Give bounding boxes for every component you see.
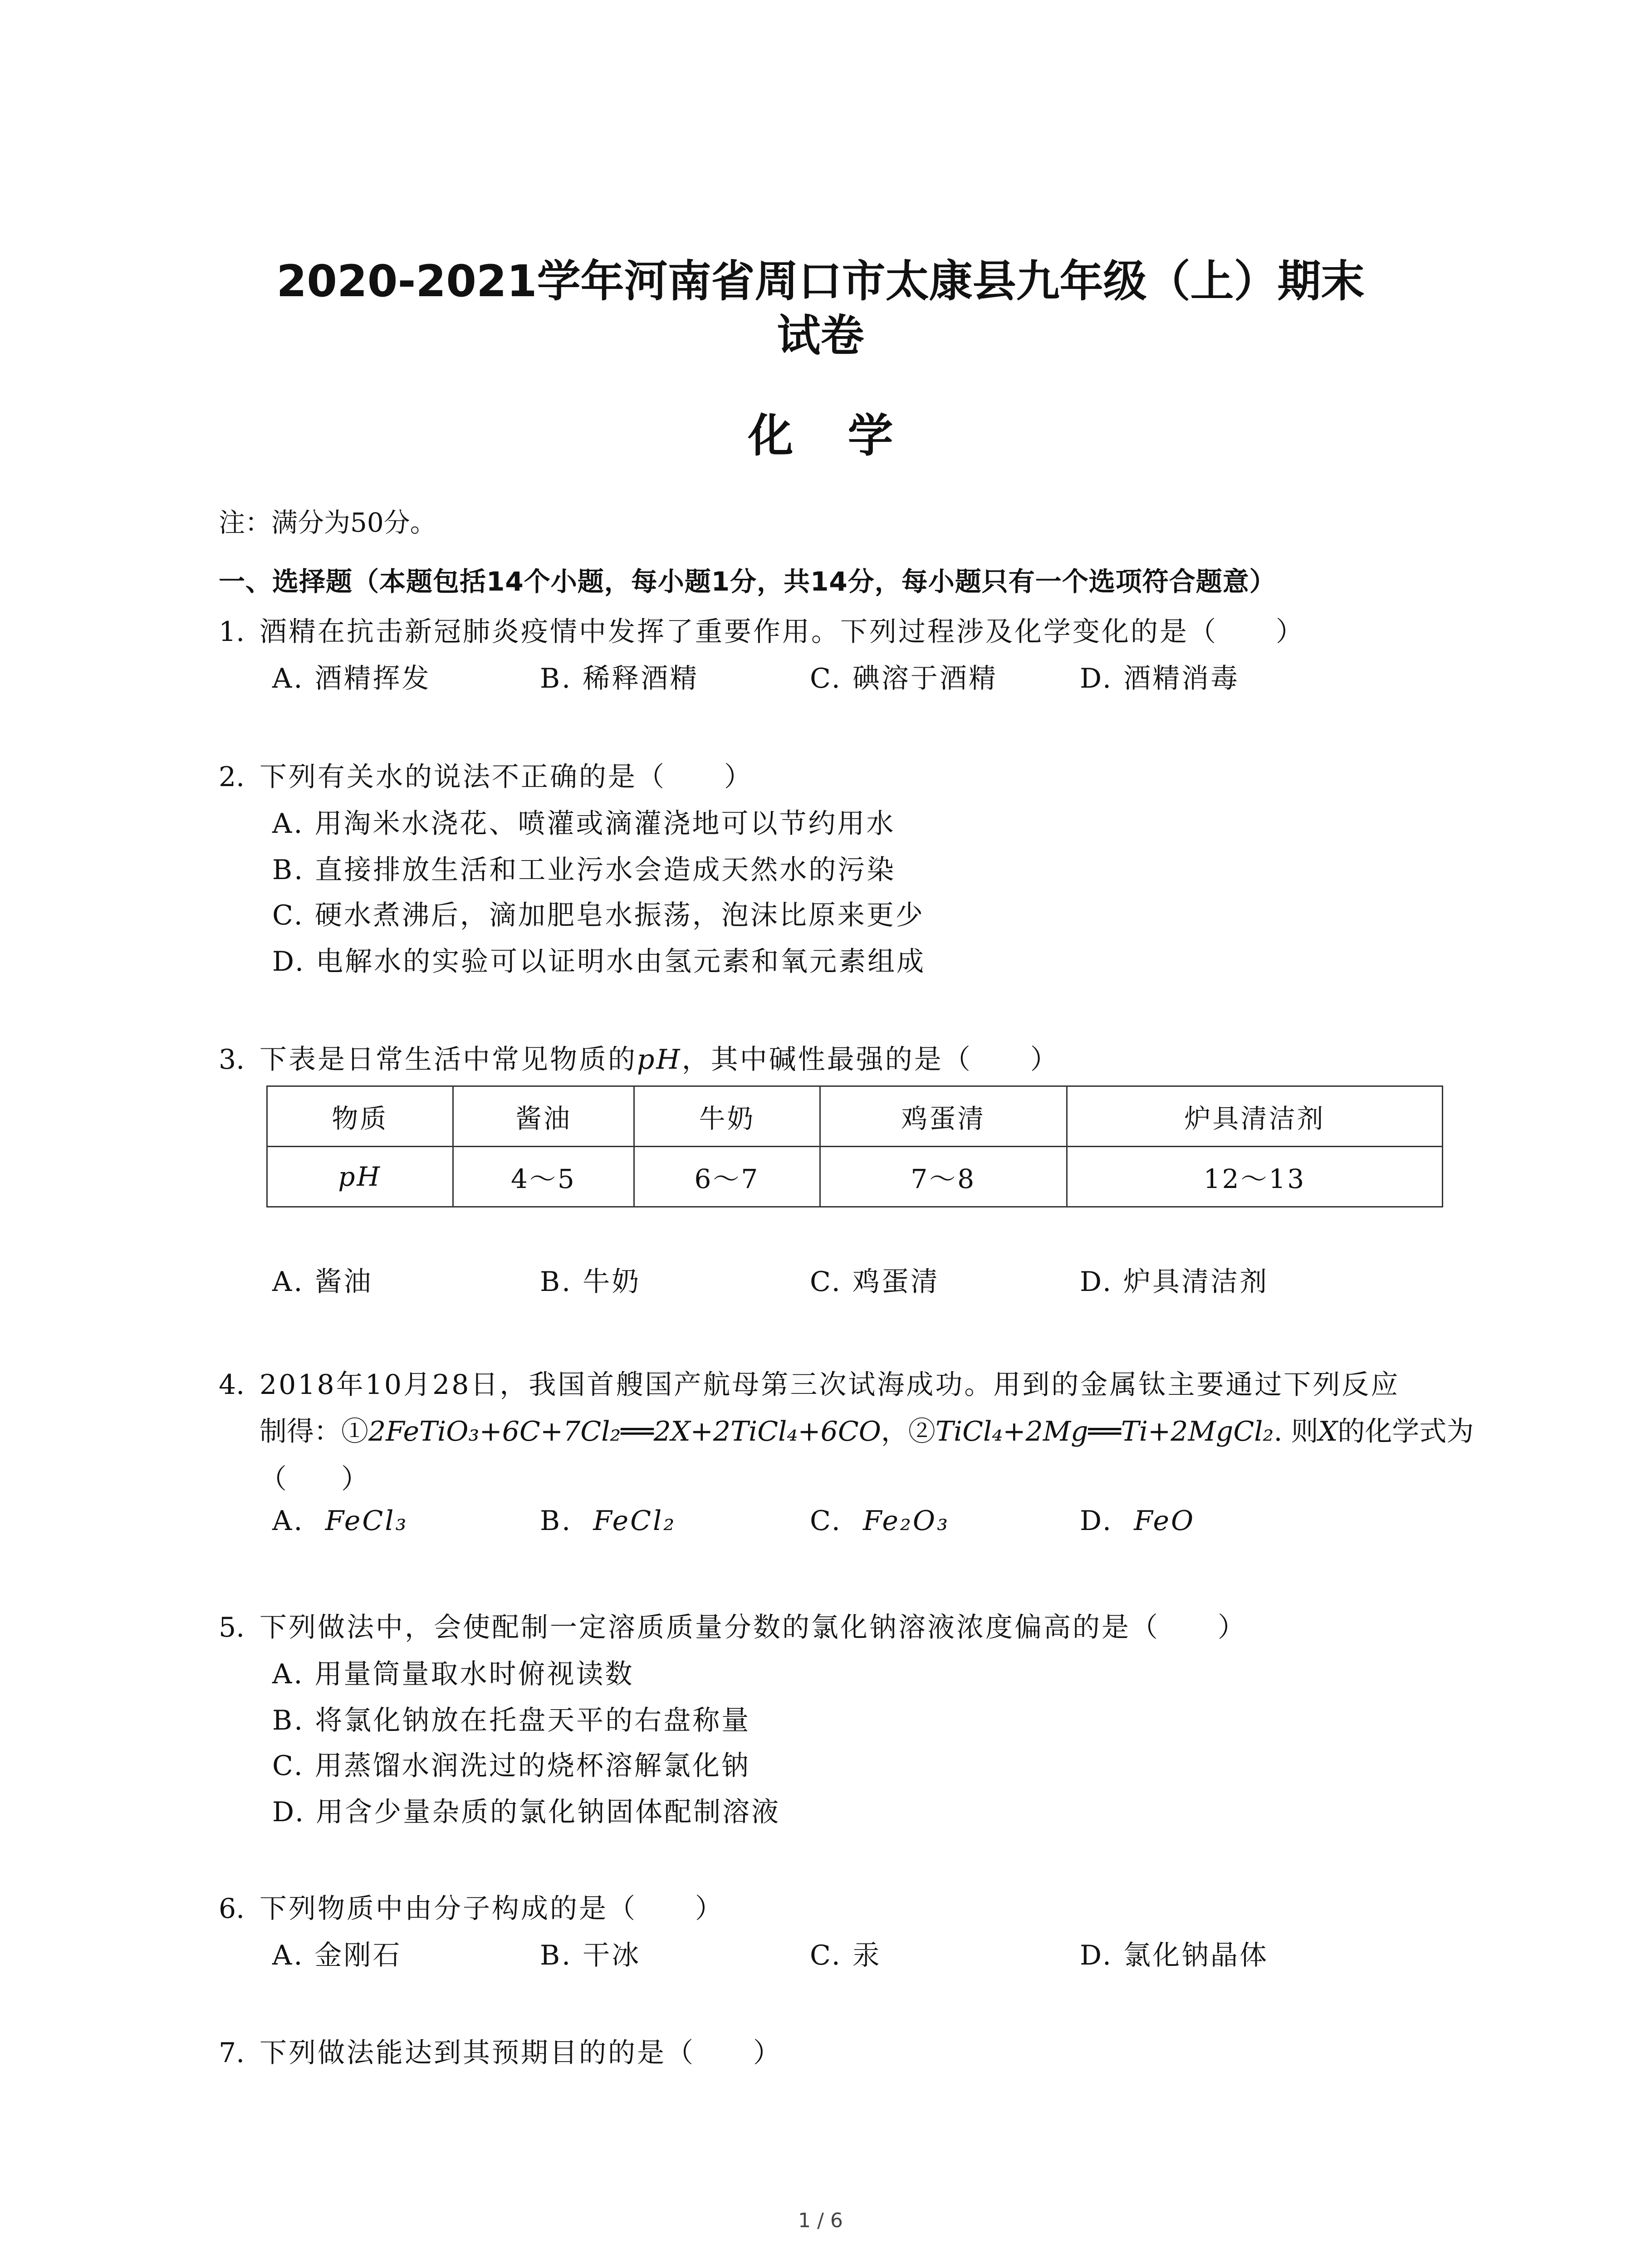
option-d: D. 电解水的实验可以证明水由氢元素和氧元素组成 <box>272 946 926 978</box>
table-row-label: pH <box>267 1147 453 1207</box>
option-a: A. 金刚石 <box>272 1940 402 1971</box>
option-b: B. 干冰 <box>540 1940 641 1971</box>
question-number: 3. <box>219 1044 245 1075</box>
question-stem: 下列做法中，会使配制一定溶质质量分数的氯化钠溶液浓度偏高的是（ ） <box>260 1612 1247 1643</box>
question-4 <box>219 1363 1400 1402</box>
question-1 <box>219 610 1305 649</box>
question-6 <box>219 1887 724 1926</box>
option-b: B. 牛奶 <box>540 1266 641 1298</box>
table-header-row <box>267 1086 1443 1147</box>
question-number: 5. <box>219 1612 245 1643</box>
option-d: D. 酒精消毒 <box>1080 663 1240 694</box>
question-number: 1. <box>219 616 245 648</box>
option-d: D. 炉具清洁剂 <box>1080 1266 1269 1298</box>
table-cell: 7～8 <box>820 1147 1067 1207</box>
unknown-x: X <box>1318 1416 1338 1447</box>
table-header-cell: 炉具清洁剂 <box>1067 1086 1442 1147</box>
question-7 <box>219 2031 782 2070</box>
option-c: C. 硬水煮沸后，滴加肥皂水振荡，泡沫比原来更少 <box>272 899 925 931</box>
option-a <box>272 1505 408 1537</box>
option-formula: FeO <box>1134 1505 1195 1537</box>
option-a: A. 用淘米水浇花、喷灌或滴灌浇地可以节约用水 <box>272 808 896 840</box>
exam-title-line1: 2020-2021学年河南省周口市太康县九年级（上）期末 <box>276 256 1365 307</box>
option-label: B. <box>540 1505 573 1537</box>
question-stem <box>260 1044 1059 1075</box>
option-b: B. 稀释酒精 <box>540 663 699 694</box>
question-number: 2. <box>219 761 245 793</box>
ph-table <box>266 1085 1443 1207</box>
exam-title-line2: 试卷 <box>777 310 864 361</box>
table-header-cell: 牛奶 <box>634 1086 820 1147</box>
section-heading-choice: 一、选择题（本题包括14个小题，每小题1分，共14分，每小题只有一个选项符合题意） <box>219 566 1276 597</box>
table-header-cell: 物质 <box>267 1086 453 1147</box>
table-cell: 6～7 <box>634 1147 820 1207</box>
option-label: D. <box>1080 1505 1113 1537</box>
option-b: B. 直接排放生活和工业污水会造成天然水的污染 <box>272 854 896 886</box>
question-2 <box>219 755 753 794</box>
option-c <box>810 1505 950 1537</box>
option-formula: Fe₂O₃ <box>863 1505 950 1537</box>
stem-text: ，其中碱性最强的是（ ） <box>681 1044 1059 1075</box>
table-header-cell: 酱油 <box>453 1086 634 1147</box>
option-d: D. 用含少量杂质的氯化钠固体配制溶液 <box>272 1796 781 1828</box>
question-stem: 下列有关水的说法不正确的是（ ） <box>260 761 753 793</box>
option-b <box>540 1505 676 1537</box>
option-c: C. 碘溶于酒精 <box>810 663 998 694</box>
question-stem-line1: 2018年10月28日，我国首艘国产航母第三次试海成功。用到的金属钛主要通过下列反应 <box>260 1369 1400 1401</box>
question-stem: 下列做法能达到其预期目的的是（ ） <box>260 2037 782 2069</box>
table-row <box>267 1147 1443 1207</box>
stem-text: 的化学式为 <box>1337 1416 1474 1447</box>
question-stem: 下列物质中由分子构成的是（ ） <box>260 1893 724 1925</box>
table-header-cell: 鸡蛋清 <box>820 1086 1067 1147</box>
table-cell: 4～5 <box>453 1147 634 1207</box>
question-3 <box>219 1038 1059 1077</box>
question-4-equations <box>260 1410 1474 1449</box>
option-formula: FeCl₃ <box>325 1505 408 1537</box>
option-d <box>1080 1505 1195 1537</box>
stem-text: ，② <box>881 1416 936 1447</box>
question-number: 7. <box>219 2037 245 2069</box>
stem-text: . 则 <box>1274 1416 1318 1447</box>
question-number: 6. <box>219 1893 245 1925</box>
question-5 <box>219 1606 1247 1645</box>
option-formula: FeCl₂ <box>593 1505 676 1537</box>
option-a: A. 用量筒量取水时俯视读数 <box>272 1658 634 1690</box>
stem-text: 制得：① <box>260 1416 368 1447</box>
answer-bracket: （ ） <box>260 1463 368 1495</box>
ph-symbol: pH <box>637 1044 682 1075</box>
option-c: C. 汞 <box>810 1940 882 1971</box>
subject-title: 化学 <box>748 409 948 462</box>
question-number: 4. <box>219 1369 245 1401</box>
question-stem: 酒精在抗击新冠肺炎疫情中发挥了重要作用。下列过程涉及化学变化的是（ ） <box>260 616 1305 648</box>
option-a: A. 酱油 <box>272 1266 373 1298</box>
score-note: 注：满分为50分。 <box>219 507 436 538</box>
option-label: C. <box>810 1505 842 1537</box>
option-label: A. <box>272 1505 304 1537</box>
stem-text: 下表是日常生活中常见物质的 <box>260 1044 637 1075</box>
equation-1: 2FeTiO₃+6C+7Cl₂══2X+2TiCl₄+6CO <box>368 1416 881 1447</box>
option-c: C. 鸡蛋清 <box>810 1266 940 1298</box>
option-a: A. 酒精挥发 <box>272 663 431 694</box>
option-d: D. 氯化钠晶体 <box>1080 1940 1269 1971</box>
page-number: 1 / 6 <box>798 2209 843 2232</box>
table-cell: 12～13 <box>1067 1147 1442 1207</box>
equation-2: TiCl₄+2Mg══Ti+2MgCl₂ <box>935 1416 1274 1447</box>
option-c: C. 用蒸馏水润洗过的烧杯溶解氯化钠 <box>272 1750 750 1782</box>
option-b: B. 将氯化钠放在托盘天平的右盘称量 <box>272 1705 751 1736</box>
